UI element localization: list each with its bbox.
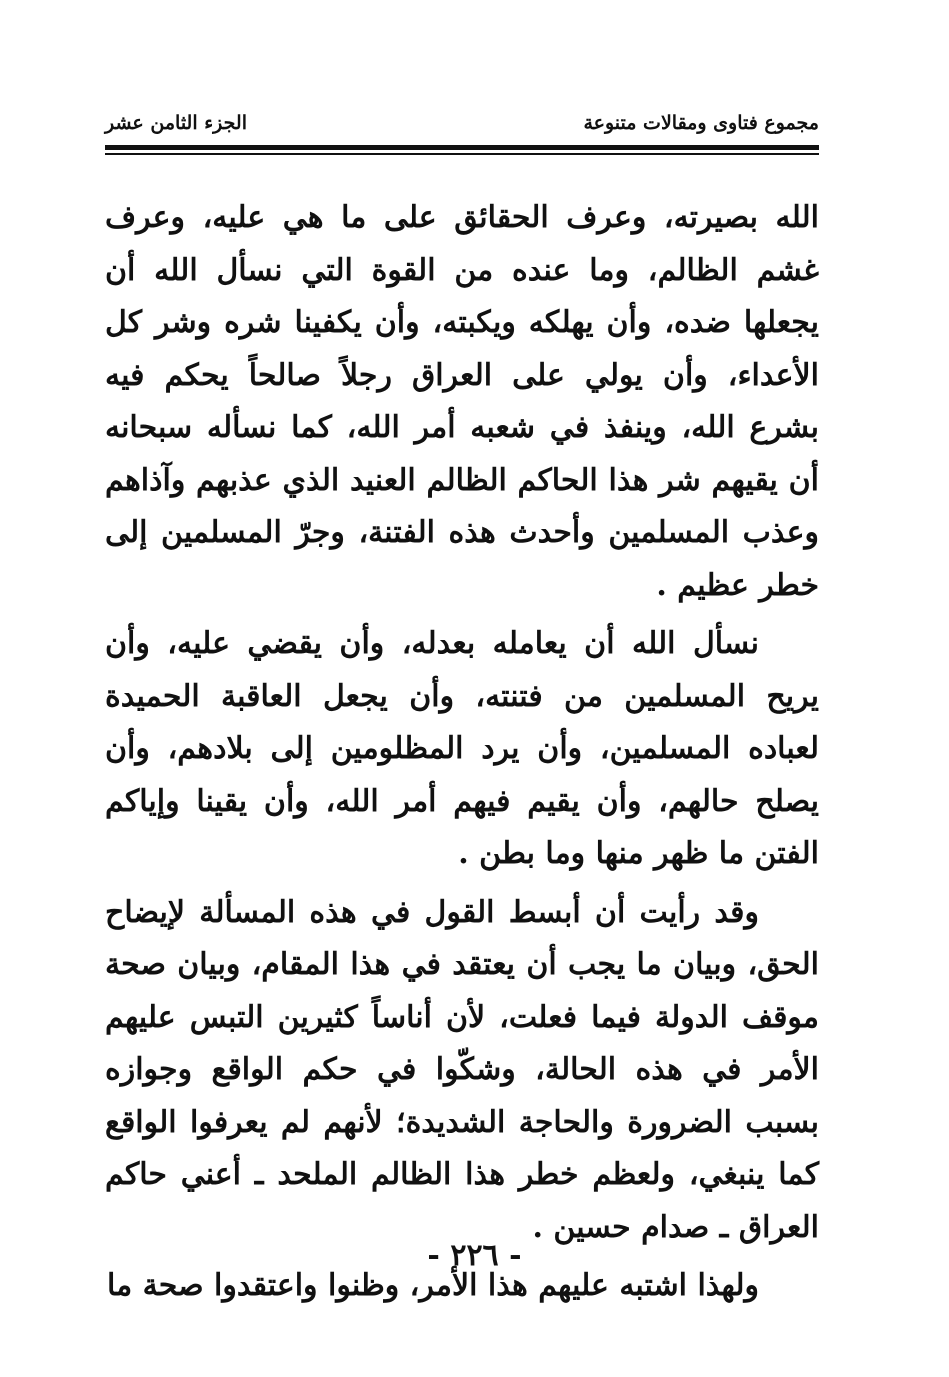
body-text xyxy=(105,192,819,1319)
volume-title: الجزء الثامن عشر xyxy=(105,112,247,134)
header-rule-thin xyxy=(105,153,819,155)
running-header xyxy=(105,112,819,142)
paragraph-3: وقد رأيت أن أبسط القول في هذه المسألة لإيضاح الحق، وبيان ما يجب أن يعتقد في هذا المقام، وبيان صحة موقف الدولة فيما فعلت، لأن أناساً كثيرين التبس عليهم الأمر في هذه الحالة، وشكّوا في حكم الواقع وجوازه بسبب الضرورة والحاجة الشديدة؛ لأنهم لم يعرفوا الواقع كما ينبغي، ولعظم خطر هذا الظالم الملحد ـ أعني حاكم العراق ـ صدام حسين . xyxy=(105,894,819,1245)
page-number: - ٢٢٦ - xyxy=(427,1238,522,1273)
paragraph-4: ولهذا اشتبه عليهم هذا الأمر، وظنوا واعتقدوا صحة ما xyxy=(107,1268,759,1303)
paragraph-2: نسأل الله أن يعامله بعدله، وأن يقضي عليه، وأن يريح المسلمين من فتنته، وأن يجعل العاقبة الحميدة لعباده المسلمين، وأن يرد المظلومين إلى بلادهم، وأن يصلح حالهم، وأن يقيم فيهم أمر الله، وأن يقينا وإياكم الفتن ما ظهر منها وما بطن . xyxy=(105,626,819,871)
book-title: مجموع فتاوى ومقالات متنوعة xyxy=(583,112,819,134)
header-rule-thick xyxy=(105,145,819,150)
paragraph-1: الله بصيرته، وعرف الحقائق على ما هي عليه، وعرف غشم الظالم، وما عنده من القوة التي نسأل الله أن يجعلها ضده، وأن يهلكه ويكبته، وأن يكفينا شره وشر كل الأعداء، وأن يولي على العراق رجلاً صالحاً يحكم فيه بشرع الله، وينفذ في شعبه أمر الله، كما نسأله سبحانه أن يقيهم شر هذا الحاكم الظالم العنيد الذي عذبهم وآذاهم وعذب المسلمين وأحدث هذه الفتنة، وجرّ المسلمين إلى خطر عظيم . xyxy=(105,200,819,603)
